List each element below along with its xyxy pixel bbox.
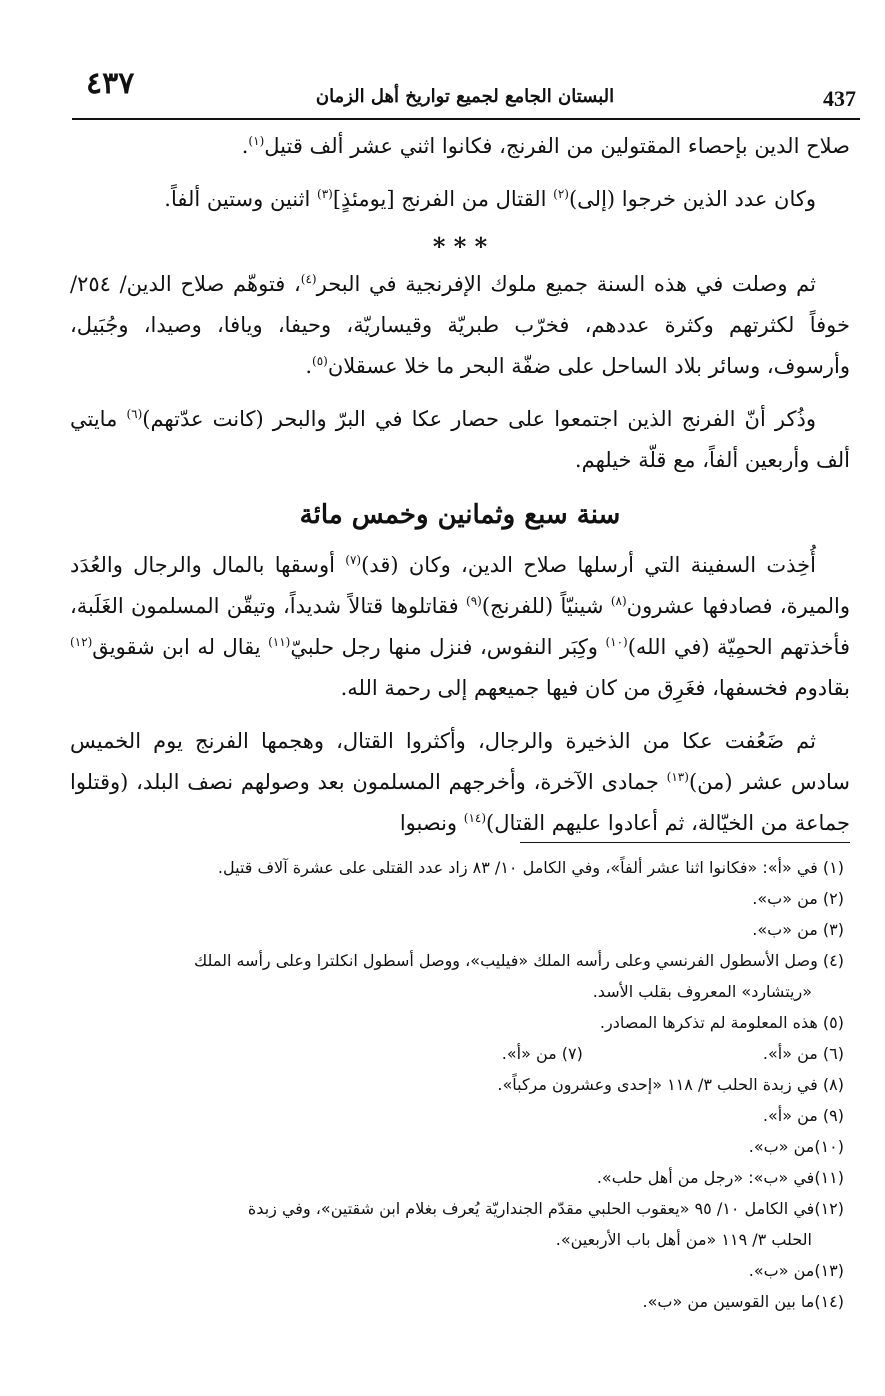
footnote-8: (٨) في زبدة الحلب ٣/ ١١٨ «إحدى وعشرون مركباً». bbox=[497, 1075, 844, 1094]
paragraph-text: جمادى الآخرة، وأخرجهم المسلمون بعد وصولهم نصف البلد، (وقتلوا جماعة من الخيّالة، ثم أعادوا عليهم القتال) bbox=[70, 770, 850, 835]
footnote-9: (٩) من «أ». bbox=[762, 1106, 844, 1125]
paragraph-text: فقاتلوها قتالاً شديداً، وتيقّن المسلمون الغَلَبة، فأخذتهم الحمِيّة (في الله) bbox=[70, 594, 850, 659]
page-header bbox=[70, 64, 860, 116]
paragraph-text: ، فتوهّم صلاح الدين/ ٢٥٤/ خوفاً لكثرتهم وكثرة عددهم، فخرّب طبريّة وقيساريّة، وحيفا، ويافا، وصيدا، وجُبَيل، وأرسوف، وسائر بلاد الساحل على ضفّة البحر ما خلا عسقلان bbox=[70, 272, 850, 378]
footnote-ref: (١٢) bbox=[70, 635, 93, 649]
paragraph-text: أوسقها بالمال والرجال والعُدَد والميرة، فصادفها عشرون bbox=[70, 553, 851, 618]
paragraph-3: ثم وصلت في هذه السنة جميع ملوك الإفرنجية في البحر$^{(٤)}$، فتوهّم صلاح الدين/ ٢٥٤/ خوفاً لكثرتهم وكثرة عددهم، فخرّب طبريّة وقيساريّة، وحيفا، ويافا، وصيدا، وجُبَيل، وأرسوف، وسائر بلاد الساحل على ضفّة البحر ما خلا عسقلان$^{(٥)}$. bbox=[70, 272, 850, 378]
paragraph-text: صلاح الدين بإحصاء المقتولين من الفرنج، فكانوا اثني عشر ألف قتيل bbox=[264, 134, 850, 158]
footnote-5: (٥) هذه المعلومة لم تذكرها المصادر. bbox=[599, 1013, 844, 1032]
footnote-6: (٦) من «أ». bbox=[762, 1044, 844, 1063]
paragraph-text: وكِبَر النفوس، فنزل منها رجل حلبيّ bbox=[290, 635, 606, 659]
footnote-ref: (١) bbox=[248, 134, 265, 148]
footnote-12-continued: الحلب ٣/ ١١٩ «من أهل باب الأربعين». bbox=[555, 1230, 812, 1249]
footnote-12: (١٢)في الكامل ١٠/ ٩٥ «يعقوب الحلبي مقدّم الجنداريّة يُعرف بغلام ابن شقتين»، وفي زبدة bbox=[247, 1199, 844, 1218]
footnote-rule bbox=[520, 842, 850, 843]
footnote-11: (١١)في «ب»: «رجل من أهل حلب». bbox=[596, 1168, 844, 1187]
paragraph-text: بقادوم فخسفها، فغَرِق من كان فيها جميعهم إلى رحمة الله. bbox=[340, 676, 850, 700]
footnote-4: (٤) وصل الأسطول الفرنسي وعلى رأسه الملك «فيليب»، ووصل أسطول انكلترا وعلى رأسه الملك bbox=[194, 951, 844, 970]
footnote-ref: (٤) bbox=[300, 272, 317, 286]
paragraph-text: مايتي ألف وأربعين ألفاً، مع قلّة خيلهم. bbox=[70, 407, 850, 472]
footnote-ref: (٦) bbox=[126, 407, 143, 421]
paragraph-text: وكان عدد الذين خرجوا (إلى) bbox=[568, 187, 816, 211]
footnote-ref: (٥) bbox=[312, 354, 328, 368]
paragraph-text: ونصبوا bbox=[399, 811, 464, 835]
page-number-arabic: ٤٣٧ bbox=[86, 66, 135, 101]
footnote-10: (١٠)من «ب». bbox=[748, 1137, 844, 1156]
section-heading: سنة سبع وثمانين وخمس مائة bbox=[299, 500, 621, 530]
footnote-ref: (١٠) bbox=[605, 635, 628, 649]
footnote-7: (٧) من «أ». bbox=[501, 1044, 583, 1063]
paragraph-text: وذُكر أنّ الفرنج الذين اجتمعوا على حصار عكا في البرّ والبحر (كانت عدّتهم) bbox=[142, 407, 816, 431]
footnote-row bbox=[64, 1038, 844, 1069]
paragraph-text: شينيّاً (للفرنج) bbox=[481, 594, 611, 618]
paragraph-text: ثم ضَعُفت عكا من الذخيرة والرجال، وأكثروا القتال، وهجمها الفرنج يوم الخميس سادس عشر (من) bbox=[70, 729, 850, 794]
footnote-ref: (٧) bbox=[345, 553, 362, 567]
paragraph-text: أُخِذت السفينة التي أرسلها صلاح الدين، وكان (قد) bbox=[361, 553, 816, 577]
header-rule bbox=[72, 118, 860, 120]
footnote-ref: (٣) bbox=[317, 187, 333, 201]
footnote-ref: (٢) bbox=[553, 187, 569, 201]
footnote-14: (١٤)ما بين القوسين من «ب». bbox=[642, 1292, 844, 1311]
paragraph-text: ثم وصلت في هذه السنة جميع ملوك الإفرنجية في البحر bbox=[316, 272, 816, 296]
paragraph-2 bbox=[70, 179, 850, 220]
paragraph-text: يقال له ابن شقويق bbox=[92, 635, 269, 659]
footnote-1: (١) في «أ»: «فكانوا اثنا عشر ألفاً»، وفي الكامل ١٠/ ٨٣ زاد عدد القتلى على عشرة آلاف قتيل. bbox=[217, 858, 844, 877]
footnote-ref: (١٤) bbox=[463, 811, 487, 825]
footnote-ref: (٩) bbox=[466, 594, 482, 608]
footnote-2: (٢) من «ب». bbox=[752, 889, 844, 908]
section-divider: * * * bbox=[432, 232, 488, 261]
footnote-ref: (٨) bbox=[610, 594, 627, 608]
paragraph-text: القتال من الفرنج [يومئذٍ] bbox=[332, 187, 554, 211]
footnote-ref: (١٣) bbox=[666, 770, 689, 784]
running-title: البستان الجامع لجميع تواريخ أهل الزمان bbox=[315, 86, 615, 107]
footnotes bbox=[64, 852, 844, 1317]
footnote-4-continued: «ريتشارد» المعروف بقلب الأسد. bbox=[592, 982, 812, 1001]
footnote-ref: (١١) bbox=[268, 635, 291, 649]
paragraph-1: صلاح الدين بإحصاء المقتولين من الفرنج، فكانوا اثني عشر ألف قتيل$^{(١)}$. bbox=[241, 134, 850, 158]
page-number-latin: 437 bbox=[823, 86, 856, 111]
paragraph-4 bbox=[70, 399, 850, 481]
paragraph-text: اثنين وستين ألفاً. bbox=[164, 187, 317, 211]
main-text bbox=[70, 126, 850, 856]
footnote-13: (١٣)من «ب». bbox=[748, 1261, 844, 1280]
paragraph-5 bbox=[70, 545, 850, 709]
paragraph-6 bbox=[70, 721, 850, 844]
footnote-3: (٣) من «ب». bbox=[752, 920, 844, 939]
